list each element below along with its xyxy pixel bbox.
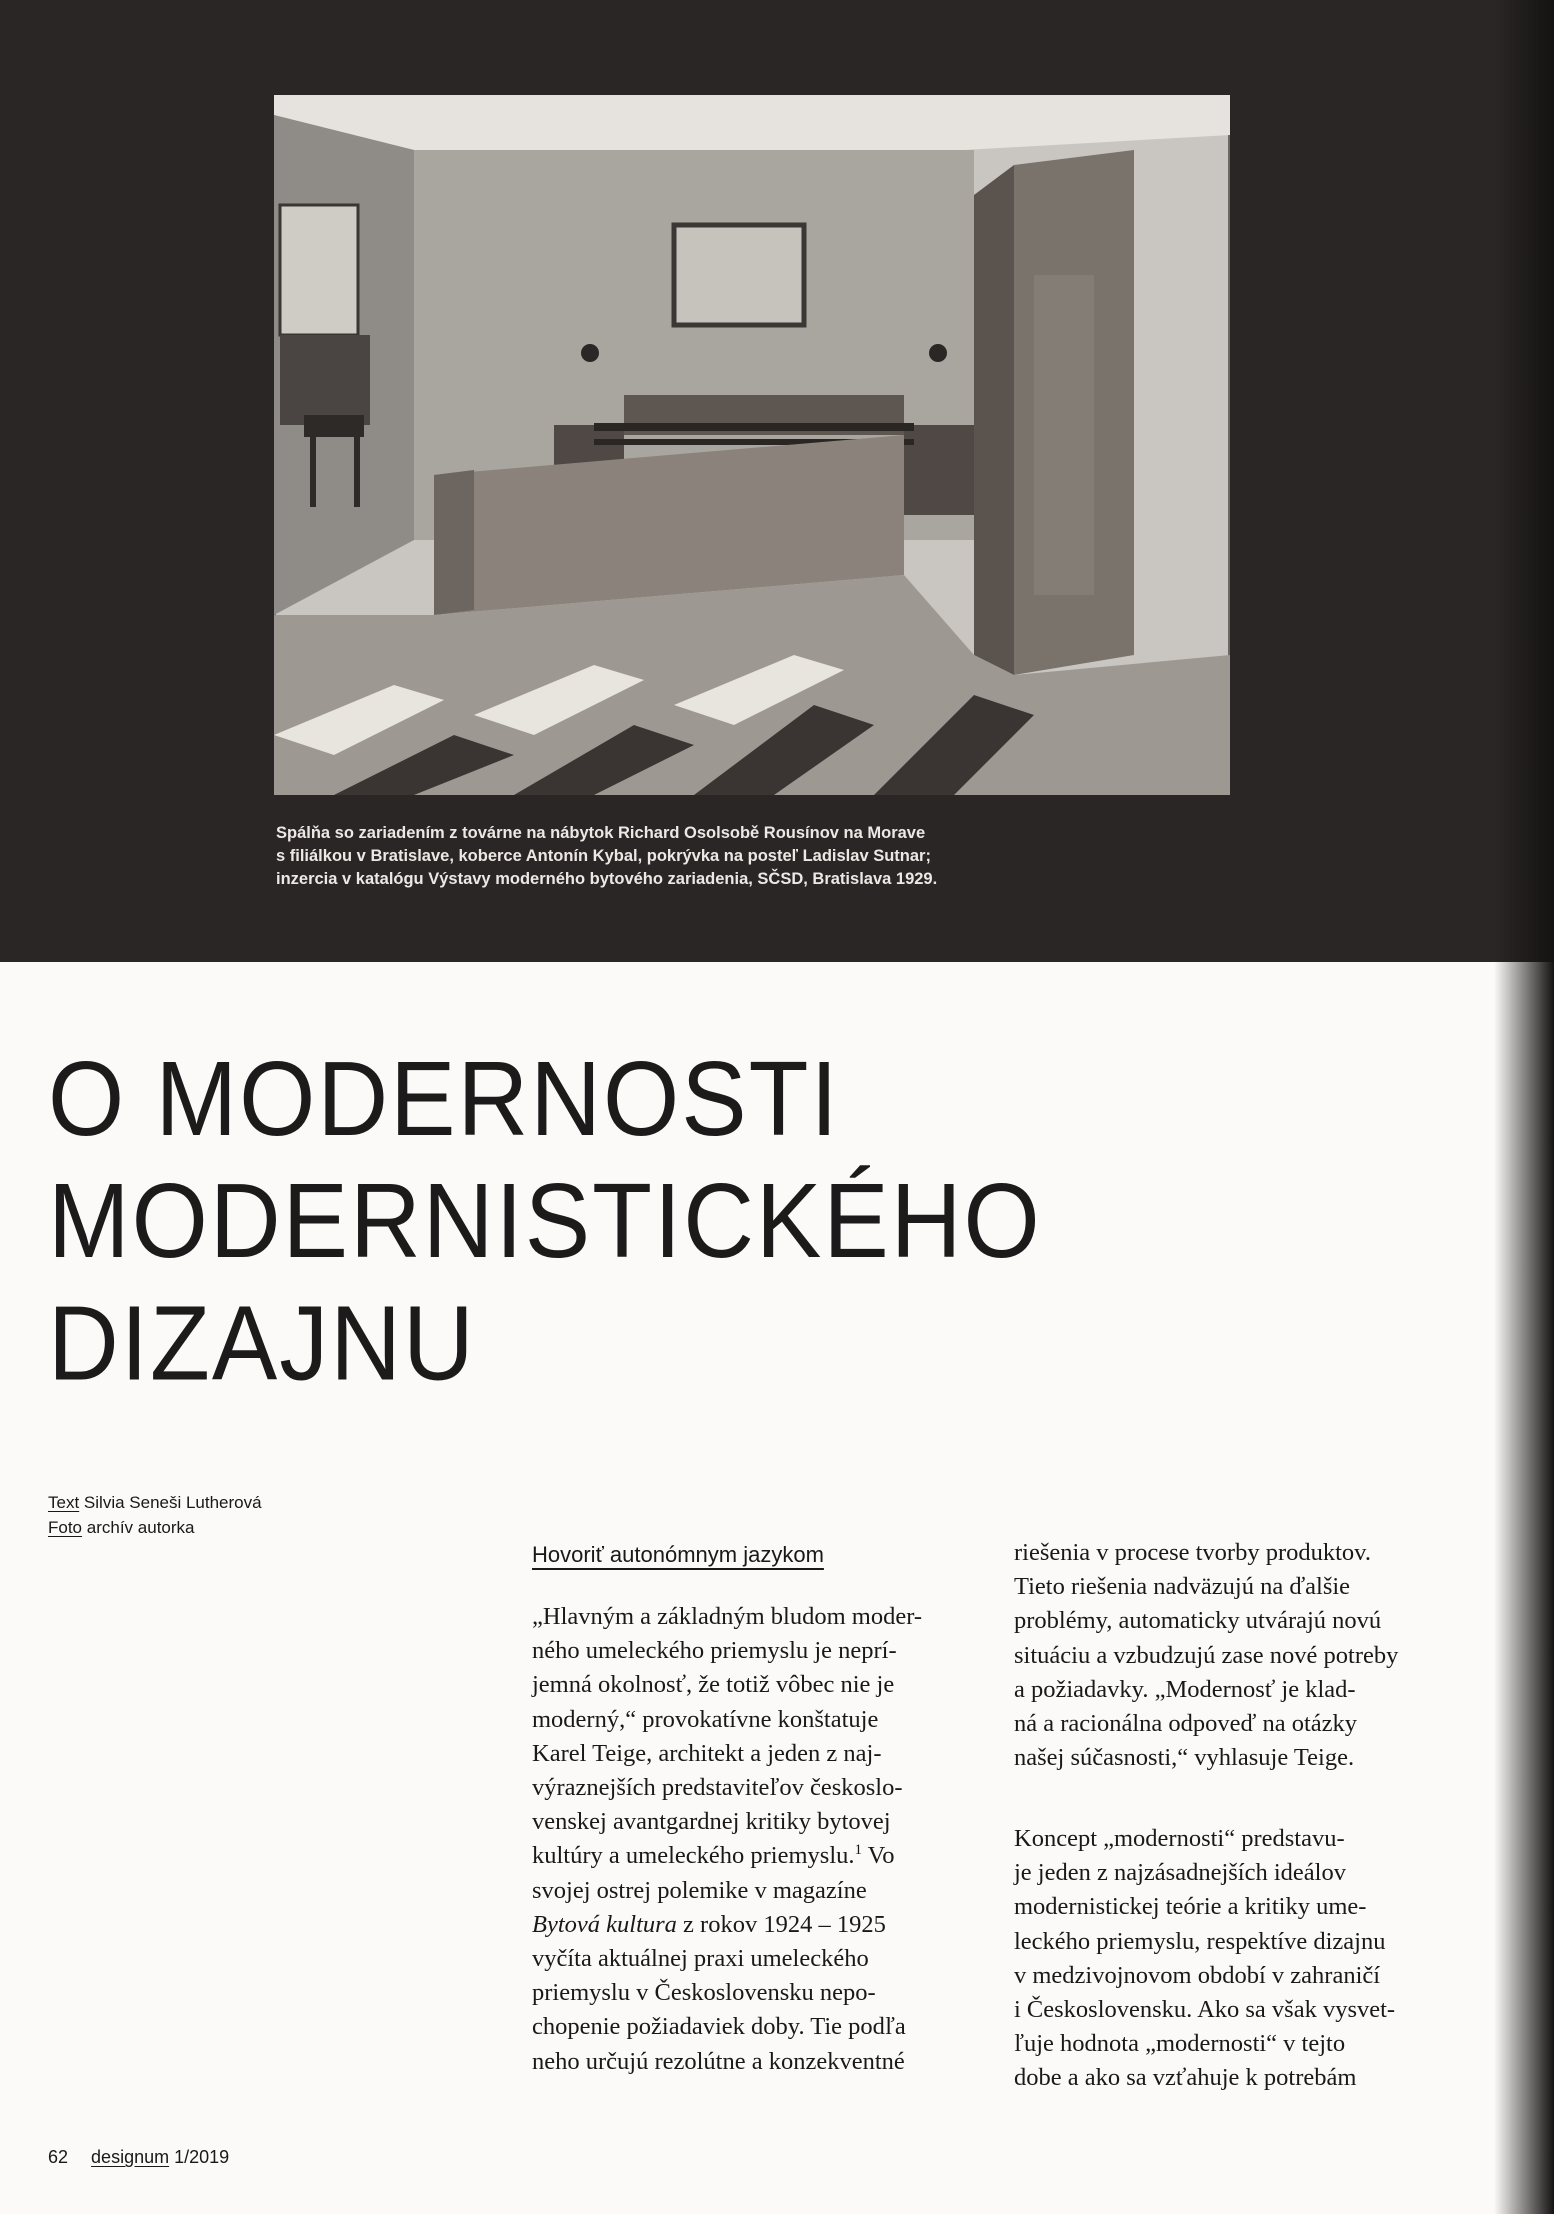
issue-number: 1/2019 <box>174 2147 230 2167</box>
body-line: „Hlavným a základným bludom moder- <box>532 1603 923 1630</box>
section-heading: Hovoriť autonómnym jazykom <box>532 1542 824 1567</box>
article-credits <box>48 1490 262 1540</box>
caption-line: inzercia v katalógu Výstavy moderného bytového zariadenia, SČSD, Bratislava 1929. <box>276 870 938 888</box>
body-line: venskej avantgardnej kritiky bytovej <box>532 1808 891 1836</box>
bedroom-photo <box>274 95 1230 795</box>
body-line: v medzivojnovom období v zahraničí <box>1014 1961 1381 1989</box>
body-line: neho určujú rezolútne a konzekventné <box>532 2047 905 2075</box>
article-column-1 <box>532 1600 922 2079</box>
body-line: ľuje hodnota „modernosti“ v tejto <box>1014 2030 1346 2058</box>
body-line: Koncept „modernosti“ predstavu- <box>1014 1825 1345 1852</box>
credit-photo-value: archív autorka <box>86 1518 195 1537</box>
article-title <box>48 1038 1042 1404</box>
body-line: Karel Teige, architekt a jeden z naj- <box>532 1739 882 1767</box>
magazine-name: designum <box>91 2147 170 2167</box>
body-line: problémy, automaticky utvárajú novú <box>1014 1607 1382 1635</box>
credit-photo-label: Foto <box>48 1518 83 1537</box>
article-column-2-para-2 <box>1014 1822 1395 2096</box>
body-line: dobe a ako sa vzťahuje k potrebám <box>1014 2064 1357 2092</box>
credit-photo <box>48 1515 262 1540</box>
body-line: ná a racionálna odpoveď na otázky <box>1014 1710 1358 1738</box>
body-line: ného umeleckého priemyslu je neprí- <box>532 1637 897 1665</box>
body-line: i Československu. Ako sa však vysvet- <box>1014 1996 1396 2024</box>
credit-text-label: Text <box>48 1493 80 1512</box>
body-line: je jeden z najzásadnejších ideálov <box>1014 1859 1346 1887</box>
body-line: situáciu a vzbudzujú zase nové potreby <box>1014 1641 1399 1669</box>
caption-line: Spálňa so zariadením z továrne na nábytok Richard Osolsobě Rousínov na Morave <box>276 824 926 842</box>
body-line: a požiadavky. „Modernosť je klad- <box>1014 1675 1356 1703</box>
caption-line: s filiálkou v Bratislave, koberce Antonín Kybal, pokrývka na posteľ Ladislav Sutnar; <box>276 847 931 865</box>
body-line: jemná okolnosť, že totiž vôbec nie je <box>532 1671 895 1699</box>
body-line: riešenia v procese tvorby produktov. <box>1014 1539 1371 1566</box>
body-line: moderný,“ provokatívne konštatuje <box>532 1705 879 1733</box>
title-line: MODERNISTICKÉHO <box>48 1161 1042 1280</box>
credit-text <box>48 1490 262 1515</box>
body-line: chopenie požiadaviek doby. Tie podľa <box>532 2013 906 2041</box>
body-line: vyčíta aktuálnej praxi umeleckého <box>532 1945 869 1973</box>
body-text: Vo <box>862 1842 895 1870</box>
body-line: priemyslu v Československu nepo- <box>532 1979 876 2007</box>
page-number: 62 <box>48 2147 69 2167</box>
body-line: výraznejších predstaviteľov českoslo- <box>532 1774 903 1802</box>
body-line: modernistickej teórie a kritiky ume- <box>1014 1893 1367 1921</box>
body-line: svojej ostrej polemike v magazíne <box>532 1876 867 1904</box>
body-text: z rokov 1924 – 1925 <box>683 1910 886 1938</box>
body-line: Tieto riešenia nadväzujú na ďalšie <box>1014 1573 1351 1601</box>
article-column-2-para-1 <box>1014 1536 1398 1775</box>
footnote-mark: 1 <box>854 1842 862 1859</box>
magazine-title: Bytová kultura <box>532 1910 677 1938</box>
credit-text-value: Silvia Seneši Lutherová <box>83 1493 262 1512</box>
photo-caption <box>276 822 1236 891</box>
body-text: kultúry a umeleckého priemyslu. <box>532 1842 855 1870</box>
body-line: leckého priemyslu, respektíve dizajnu <box>1014 1927 1386 1955</box>
body-line: našej súčasnosti,“ vyhlasuje Teige. <box>1014 1744 1355 1772</box>
body-line-with-footnote <box>532 1839 922 1873</box>
body-line-with-title <box>532 1908 922 1942</box>
page-footer <box>48 2147 229 2168</box>
title-line: O MODERNOSTI <box>48 1039 840 1158</box>
title-line: DIZAJNU <box>48 1283 476 1402</box>
bedroom-photo-icon <box>274 95 1230 795</box>
